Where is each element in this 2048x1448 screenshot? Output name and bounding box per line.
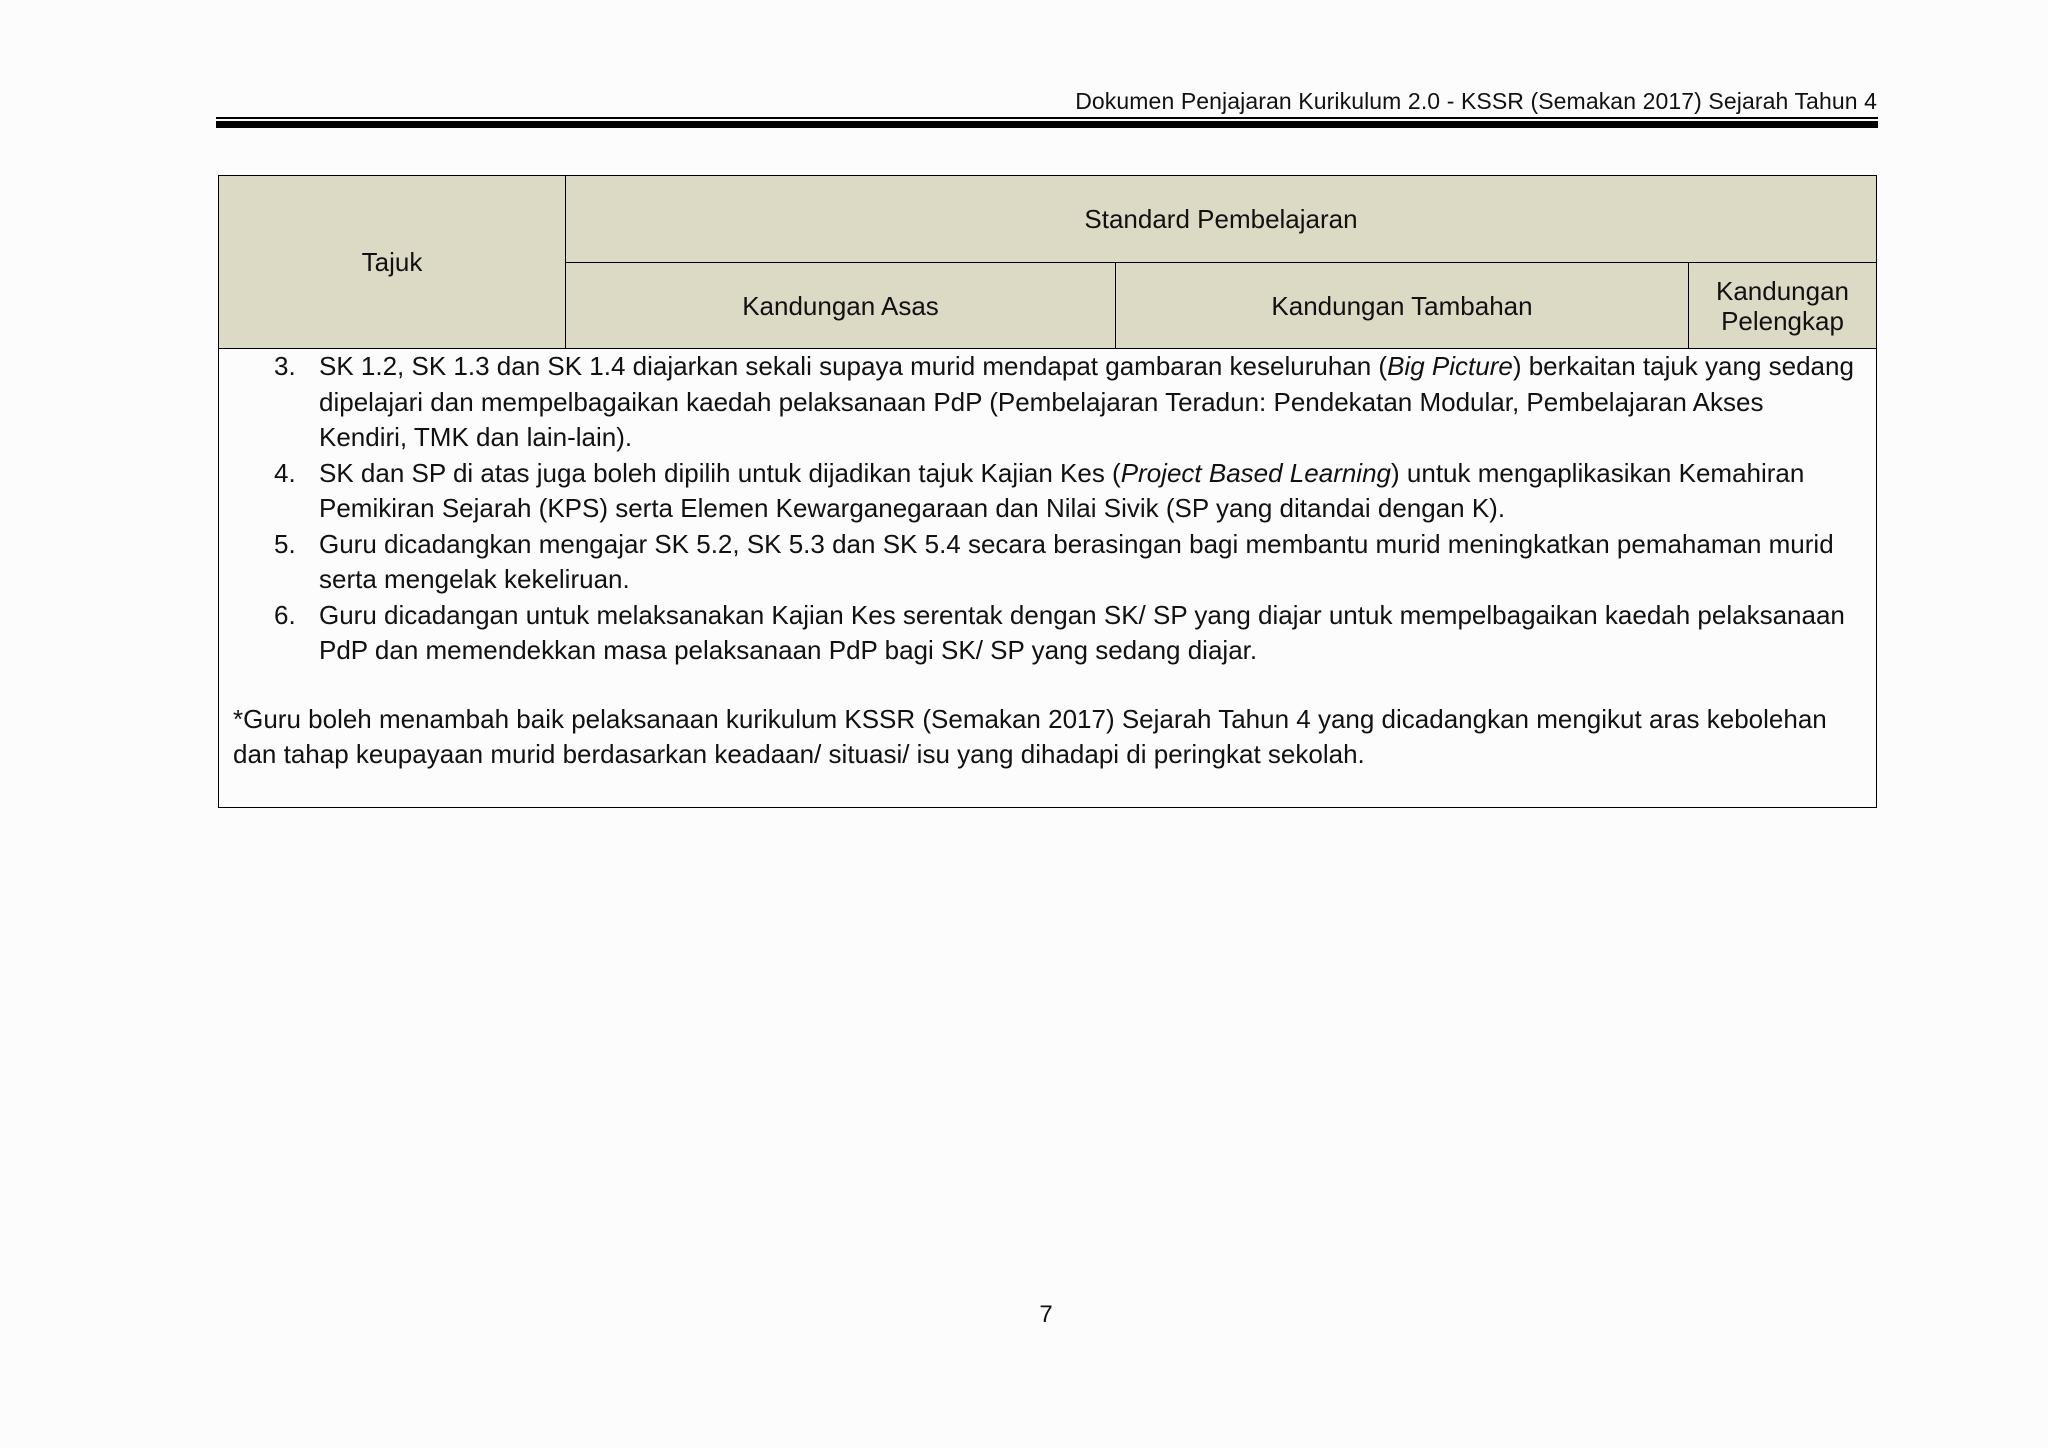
header-kandungan-asas: Kandungan Asas [566, 263, 1116, 349]
note-text-continued: ) berkaitan tajuk yang sedang dipelajari dan mempelbagaikan kaedah pelaksanaan PdP (Pembelajaran Teradun: Pendekatan Modular, Pembelajaran Akses Kendiri, TMK dan lain-lain). [319, 351, 1854, 452]
header-kandungan-tambahan: Kandungan Tambahan [1116, 263, 1689, 349]
note-number: 3. [274, 351, 296, 381]
note-italic-term: Big Picture [1387, 351, 1513, 381]
header-rule-thin [216, 117, 1878, 119]
note-item [219, 598, 1876, 669]
note-item [219, 349, 1876, 456]
note-text: Guru dicadangan untuk melaksanakan Kajian Kes serentak dengan SK/ SP yang diajar untuk mempelbagaikan kaedah pelaksanaan PdP dan memendekkan masa pelaksanaan PdP bagi SK/ SP yang sedang diajar. [319, 599, 1845, 665]
note-text-continued: ) untuk mengaplikasikan Kemahiran Pemikiran Sejarah (KPS) serta Elemen Kewarganegaraan dan Nilai Sivik (SP yang ditandai dengan K). [319, 457, 1805, 523]
document-header-title: Dokumen Penjajaran Kurikulum 2.0 - KSSR (Semakan 2017) Sejarah Tahun 4 [1075, 88, 1877, 114]
note-number: 6. [274, 599, 296, 630]
header-rule-thick [216, 121, 1878, 128]
notes-cell [219, 349, 1877, 808]
footnote: *Guru boleh menambah baik pelaksanaan kurikulum KSSR (Semakan 2017) Sejarah Tahun 4 yang dicadangkan mengikut aras kebolehan dan tahap keupayaan murid berdasarkan keadaan/ situasi/ isu yang dihadapi di peringkat sekolah. [233, 703, 1827, 769]
note-text: SK 1.2, SK 1.3 dan SK 1.4 diajarkan sekali supaya murid mendapat gambaran keseluruhan ( [319, 351, 1388, 381]
header-pelengkap-line1: Kandungan [1715, 275, 1850, 306]
note-number: 4. [274, 457, 296, 488]
header-tajuk: Tajuk [219, 176, 566, 349]
note-item [219, 527, 1876, 598]
note-italic-term: Project Based Learning [1120, 457, 1392, 488]
note-text: SK dan SP di atas juga boleh dipilih untuk dijadikan tajuk Kajian Kes ( [319, 457, 1121, 488]
note-item [219, 456, 1876, 527]
header-pelengkap-line2: Pelengkap [1721, 305, 1844, 336]
header-kandungan-pelengkap [1689, 263, 1877, 349]
page-number: 7 [1039, 1301, 1053, 1328]
note-number: 5. [274, 528, 296, 559]
notes-list [219, 349, 1876, 669]
content-table [218, 175, 1877, 808]
note-text: Guru dicadangkan mengajar SK 5.2, SK 5.3 dan SK 5.4 secara berasingan bagi membantu murid meningkatkan pemahaman murid serta mengelak kekeliruan. [319, 528, 1834, 594]
header-standard-pembelajaran: Standard Pembelajaran [566, 176, 1877, 263]
